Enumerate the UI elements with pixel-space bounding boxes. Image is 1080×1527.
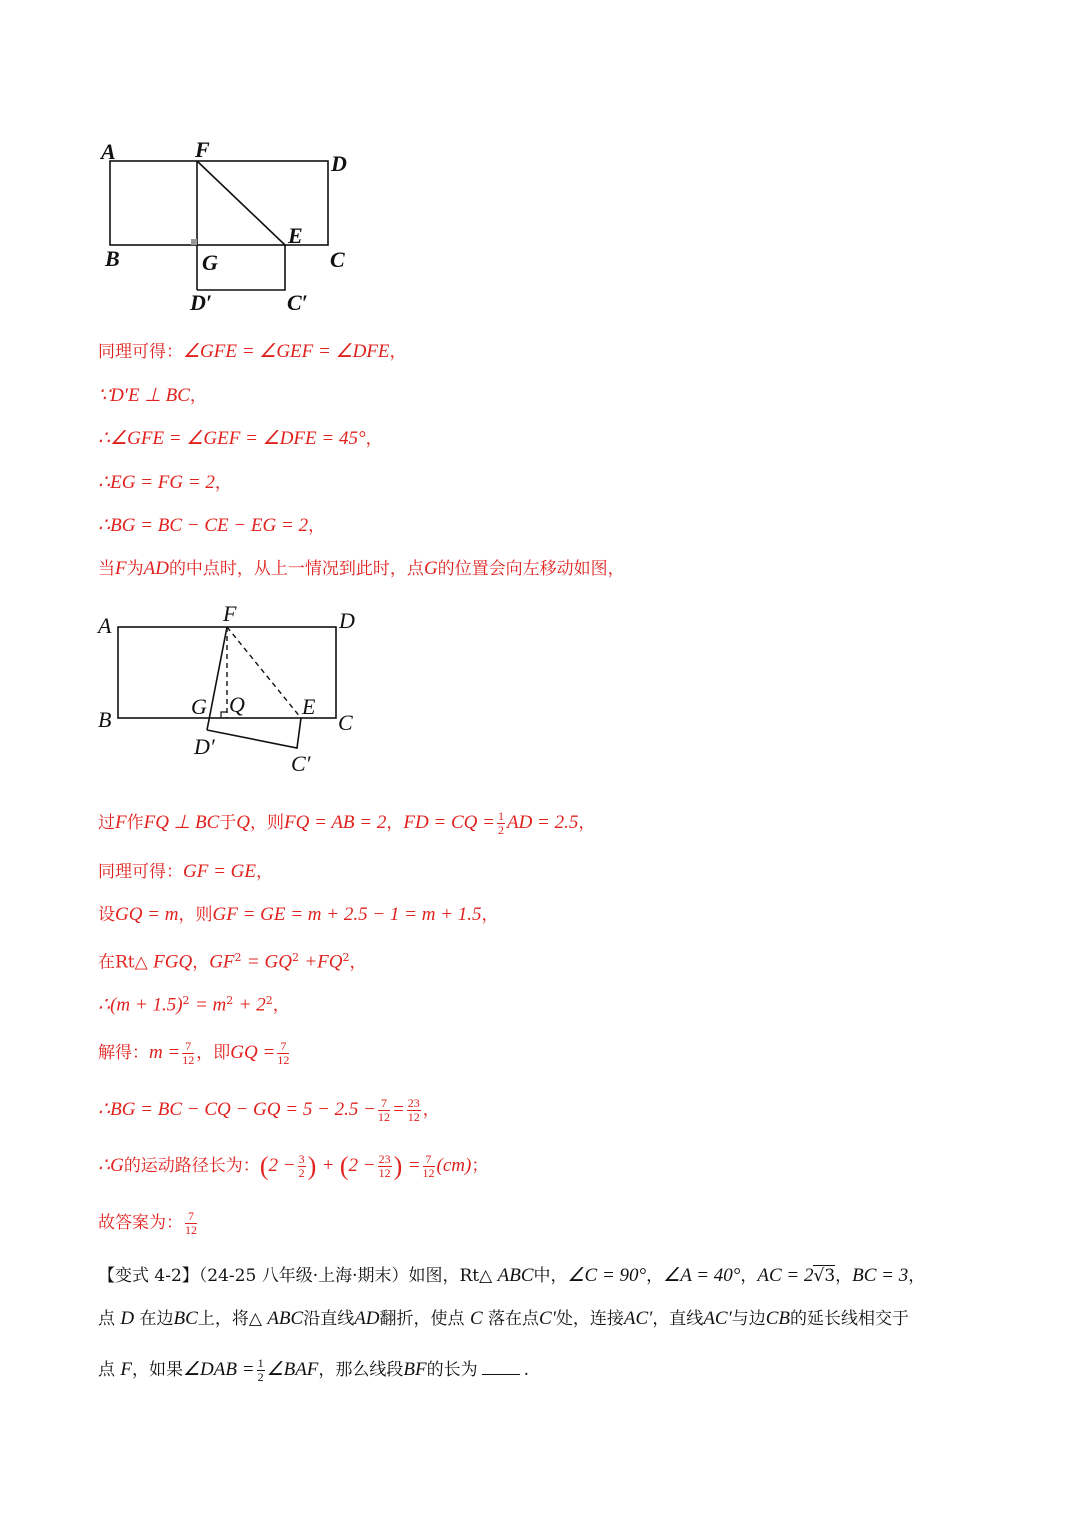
problem-line-1: 【变式 4-2】（24-25 八年级·上海·期末）如图，Rt△ ABC中，∠C = 90°，∠A = 40°，AC = 2√3，BC = 3，: [98, 1265, 926, 1286]
label-d-prime: D′: [190, 290, 213, 315]
label-d: D: [331, 151, 347, 176]
label-d: D: [339, 608, 355, 633]
sol2-line-2: 同理可得：GF = GE，: [98, 861, 273, 882]
sol1-line-3: ∴∠GFE = ∠GEF = ∠DFE = 45°，: [98, 428, 383, 449]
sol2-line-7: ∴BG = BC − CQ − GQ = 5 − 2.5 − $\frac{7}{12}$ = $\frac{23}{12}$ ，: [98, 1096, 440, 1124]
fraction-23-12: $\frac{23}{12}$: [378, 1152, 391, 1180]
label-e: E: [288, 223, 303, 248]
answer-blank[interactable]: [482, 1374, 520, 1375]
label-g: G: [202, 250, 218, 275]
label-q: Q: [229, 692, 245, 717]
problem-line-2: 点 D 在边BC上，将△ ABC沿直线AD翻折，使点 C 落在点C′处，连接AC′，直线AC′与边CB的延长线相交于: [98, 1308, 910, 1329]
fraction-7-12: $\frac{7}{12}$: [185, 1209, 197, 1237]
label-f: F: [195, 137, 210, 162]
sol2-line-8: ∴G的运动路径长为：(2 − $\frac{3}{2}$ ) + (2 − $\frac{23}{12}$ ) = $\frac{7}{12}$ (cm)；: [98, 1151, 489, 1181]
label-g: G: [191, 694, 207, 719]
label-c: C: [330, 247, 345, 272]
label-c-prime: C′: [291, 751, 311, 776]
figure-2: [95, 600, 365, 780]
figure-1: [95, 135, 365, 320]
problem-line-3: 点 F，如果∠DAB = $\frac{1}{2}$ ∠BAF，那么线段BF的长为 .: [98, 1356, 530, 1384]
fraction-7-12: $\frac{7}{12}$: [377, 1096, 390, 1124]
sol1-line-2: ∵D′E ⊥ BC，: [98, 385, 207, 406]
fraction-3-2: $\frac{3}{2}$: [298, 1152, 305, 1180]
sol1-line-5: ∴BG = BC − CE − EG = 2，: [98, 515, 326, 536]
sol1-line-4: ∴EG = FG = 2，: [98, 472, 232, 493]
label-b: B: [105, 246, 120, 271]
sol2-line-1: 过F作FQ ⊥ BC于Q，则FQ = AB = 2，FD = CQ = $\frac{1}{2}$ AD = 2.5，: [98, 809, 596, 837]
label-c: C: [338, 710, 353, 735]
sol2-line-3: 设GQ = m，则GF = GE = m + 2.5 − 1 = m + 1.5，: [98, 904, 499, 925]
fraction-7-12: $\frac{7}{12}$: [422, 1152, 435, 1180]
sol2-line-4: 在Rt△ FGQ，$GF^2 = GQ^2 +FQ^2$，: [98, 951, 367, 973]
sol1-line-6: 当F为AD的中点时，从上一情况到此时，点G的位置会向左移动如图，: [98, 558, 625, 579]
right-angle-mark: [221, 712, 227, 718]
label-a: A: [101, 139, 116, 164]
fraction-7-12: $\frac{7}{12}$: [182, 1039, 195, 1067]
sol2-line-6: 解得：m = $\frac{7}{12}$ ，即GQ = $\frac{7}{12}$: [98, 1039, 290, 1067]
label-d-prime: D′: [194, 734, 215, 759]
label-a: A: [98, 613, 112, 638]
segment-fg: [207, 627, 227, 730]
sol2-line-5: ∴(m + $1.5)^2 = m^2 + 2^2$，: [98, 994, 290, 1016]
label-e: E: [302, 694, 316, 719]
fraction-half: $\frac{1}{2}$: [257, 1356, 264, 1384]
fraction-7-12: $\frac{7}{12}$: [277, 1039, 290, 1067]
right-angle-mark: [191, 239, 197, 245]
segment-fe: [197, 161, 285, 245]
fraction-half: $\frac{1}{2}$: [497, 809, 504, 837]
label-f: F: [223, 601, 237, 626]
folded-part: [207, 718, 301, 748]
sol2-line-9: 故答案为： $\frac{7}{12}$: [98, 1209, 197, 1237]
fraction-23-12: $\frac{23}{12}$: [407, 1096, 420, 1124]
problem-tag: 【变式 4-2】: [98, 1266, 199, 1286]
label-b: B: [98, 707, 112, 732]
label-c-prime: C′: [287, 290, 308, 315]
sol1-line-1: 同理可得：∠GFE = ∠GEF = ∠DFE，: [98, 341, 407, 362]
